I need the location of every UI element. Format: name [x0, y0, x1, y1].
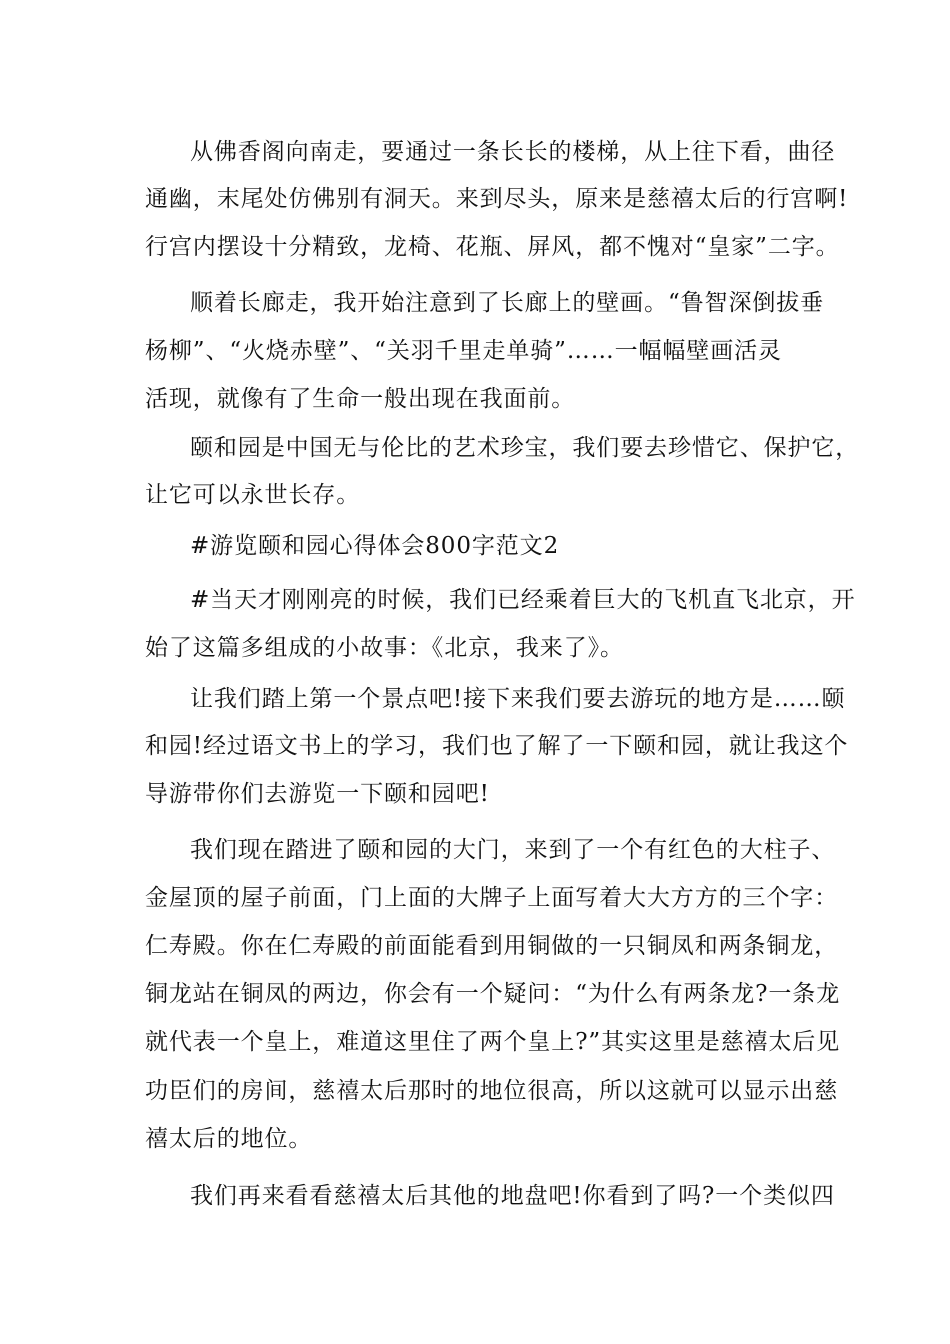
- paragraph-6-line-1: 我们现在踏进了颐和园的大门，来到了一个有红色的大柱子、: [190, 837, 836, 863]
- paragraph-6-line-3: 仁寿殿。你在仁寿殿的前面能看到用铜做的一只铜凤和两条铜龙，: [145, 933, 839, 959]
- paragraph-6-line-4: 铜龙站在铜凤的两边，你会有一个疑问：“为什么有两条龙?一条龙: [145, 981, 841, 1007]
- paragraph-4-line-1: #当天才刚刚亮的时候，我们已经乘着巨大的飞机直飞北京，开: [190, 587, 856, 613]
- paragraph-2-line-1: 顺着长廊走，我开始注意到了长廊上的壁画。“鲁智深倒拔垂: [190, 290, 825, 316]
- paragraph-6-line-6: 功臣们的房间，慈禧太后那时的地位很高，所以这就可以显示出慈: [145, 1078, 839, 1104]
- paragraph-3-line-1: 颐和园是中国无与伦比的艺术珍宝，我们要去珍惜它、保护它，: [190, 435, 860, 461]
- paragraph-3-line-2: 让它可以永世长存。: [145, 482, 361, 508]
- paragraph-2-line-2: 杨柳”、“火烧赤壁”、“关羽千里走单骑”……一幅幅壁画活灵: [145, 338, 782, 364]
- section-heading: #游览颐和园心得体会800字范文2: [190, 533, 560, 559]
- paragraph-5-line-1: 让我们踏上第一个景点吧!接下来我们要去游玩的地方是……颐: [190, 686, 846, 712]
- paragraph-5-line-3: 导游带你们去游览一下颐和园吧!: [145, 781, 490, 807]
- paragraph-2-line-3: 活现，就像有了生命一般出现在我面前。: [145, 386, 576, 412]
- paragraph-1-line-1: 从佛香阁向南走，要通过一条长长的楼梯，从上往下看，曲径: [190, 139, 836, 165]
- paragraph-6-line-5: 就代表一个皇上，难道这里住了两个皇上?”其实这里是慈禧太后见: [145, 1029, 841, 1055]
- paragraph-1-line-3: 行宫内摆设十分精致，龙椅、花瓶、屏风，都不愧对“皇家”二字。: [145, 234, 840, 260]
- paragraph-7-line-1: 我们再来看看慈禧太后其他的地盘吧!你看到了吗?一个类似四: [190, 1183, 835, 1209]
- paragraph-4-line-2: 始了这篇多组成的小故事：《北京，我来了》。: [145, 635, 624, 661]
- paragraph-6-line-7: 禧太后的地位。: [145, 1126, 313, 1152]
- paragraph-6-line-2: 金屋顶的屋子前面，门上面的大牌子上面写着大大方方的三个字：: [145, 885, 839, 911]
- paragraph-1-line-2: 通幽，末尾处仿佛别有洞天。来到尽头，原来是慈禧太后的行宫啊!: [145, 186, 849, 212]
- paragraph-5-line-2: 和园!经过语文书上的学习，我们也了解了一下颐和园，就让我这个: [145, 733, 849, 759]
